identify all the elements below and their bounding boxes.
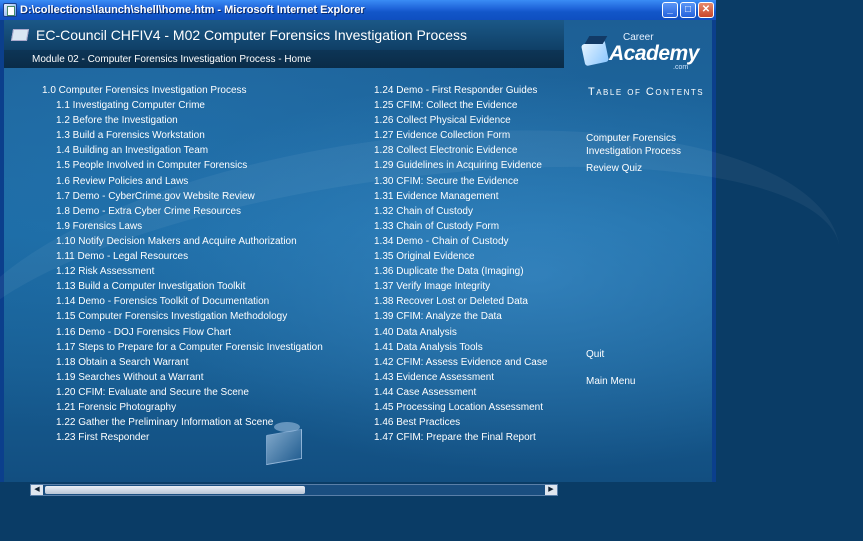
module-title: Module 02 - Computer Forensics Investigation Process - Home [32, 53, 312, 65]
toc-link[interactable]: 1.25 CFIM: Collect the Evidence [374, 100, 518, 112]
toc-link[interactable]: 1.24 Demo - First Responder Guides [374, 85, 538, 96]
page-content [4, 20, 712, 482]
window-controls [662, 2, 714, 18]
toc-link[interactable]: 1.8 Demo - Extra Cyber Crime Resources [56, 205, 242, 217]
career-academy-logo [579, 28, 709, 74]
close-button[interactable]: ✕ [698, 2, 714, 18]
toc-link[interactable]: 1.7 Demo - CyberCrime.gov Website Review [56, 190, 255, 202]
toc-link[interactable]: 1.22 Gather the Preliminary Information at Scene [56, 417, 274, 429]
toc-link[interactable]: 1.47 CFIM: Prepare the Final Report [374, 432, 536, 444]
toc-link[interactable]: 1.20 CFIM: Evaluate and Secure the Scene [56, 386, 249, 398]
course-header [4, 20, 564, 50]
toc-link[interactable]: 1.38 Recover Lost or Deleted Data [374, 296, 528, 308]
toc-link[interactable]: 1.28 Collect Electronic Evidence [374, 145, 518, 157]
toc-link[interactable]: 1.2 Before the Investigation [56, 115, 178, 127]
toc-link[interactable]: 1.42 CFIM: Assess Evidence and Case [374, 356, 548, 368]
logo-text-career: Career [623, 32, 654, 43]
toc-link[interactable]: 1.15 Computer Forensics Investigation Methodology [56, 311, 288, 323]
table-of-contents-heading: Table of Contents [588, 86, 705, 98]
scrollbar-thumb[interactable] [45, 486, 305, 494]
toc-link[interactable]: 1.23 First Responder [56, 432, 150, 444]
toc-link[interactable]: 1.36 Duplicate the Data (Imaging) [374, 266, 524, 278]
toc-link[interactable]: 1.37 Verify Image Integrity [374, 281, 491, 293]
toc-link[interactable]: 1.9 Forensics Laws [56, 220, 143, 232]
toc-link[interactable]: 1.10 Notify Decision Makers and Acquire Authorization [56, 235, 297, 247]
toc-link[interactable]: 1.11 Demo - Legal Resources [56, 251, 189, 263]
course-title: EC-Council CHFIV4 - M02 Computer Forensics Investigation Process [36, 27, 468, 43]
toc-link[interactable]: 1.18 Obtain a Search Warrant [56, 356, 189, 368]
toc-link[interactable]: 1.5 People Involved in Computer Forensics [56, 160, 248, 172]
toc-link[interactable]: 1.43 Evidence Assessment [374, 371, 495, 383]
toc-link[interactable]: 1.13 Build a Computer Investigation Toolkit [56, 281, 246, 293]
toc-list-right [374, 83, 547, 445]
maximize-button[interactable]: □ [680, 2, 696, 18]
toc-link[interactable]: 1.44 Case Assessment [374, 386, 477, 398]
toc-link[interactable]: 1.3 Build a Forensics Workstation [56, 130, 205, 142]
toc-link[interactable]: 1.0 Computer Forensics Investigation Process [42, 85, 247, 96]
logo-text-dotcom: .com [673, 64, 689, 71]
toc-link[interactable]: 1.39 CFIM: Analyze the Data [374, 311, 502, 323]
toc-link[interactable]: 1.14 Demo - Forensics Toolkit of Documentation [56, 296, 270, 308]
horizontal-scrollbar[interactable] [30, 484, 558, 496]
toc-link[interactable]: 1.31 Evidence Management [374, 190, 499, 202]
quit-link[interactable]: Quit [586, 349, 605, 360]
toc-link[interactable]: 1.45 Processing Location Assessment [374, 401, 543, 413]
toc-link[interactable]: 1.1 Investigating Computer Crime [56, 100, 205, 112]
minimize-button[interactable]: _ [662, 2, 678, 18]
toc-link[interactable]: 1.34 Demo - Chain of Custody [374, 235, 509, 247]
toc-link[interactable]: 1.46 Best Practices [374, 417, 461, 429]
toc-link[interactable]: 1.35 Original Evidence [374, 251, 475, 263]
toc-link[interactable]: 1.21 Forensic Photography [56, 401, 177, 413]
scroll-left-arrow-icon[interactable]: ◀ [31, 485, 43, 495]
toc-link[interactable]: 1.30 CFIM: Secure the Evidence [374, 175, 519, 187]
scroll-right-arrow-icon[interactable]: ▶ [545, 485, 557, 495]
toc-list-left [42, 83, 323, 445]
window-title: D:\collections\launch\shell\home.htm - Microsoft Internet Explorer [20, 4, 365, 16]
link-computer-forensics-investigation-process[interactable]: Computer Forensics Investigation Process [586, 133, 682, 157]
toc-link[interactable]: 1.17 Steps to Prepare for a Computer Forensic Investigation [56, 341, 323, 353]
window-titlebar [0, 0, 716, 20]
link-review-quiz[interactable]: Review Quiz [586, 163, 643, 174]
toc-link[interactable]: 1.41 Data Analysis Tools [374, 341, 483, 353]
module-header [4, 50, 564, 68]
toc-link[interactable]: 1.29 Guidelines in Acquiring Evidence [374, 160, 542, 172]
decorative-cube-icon [266, 429, 302, 465]
logo-text-academy: Academy [609, 42, 699, 65]
toc-link[interactable]: 1.26 Collect Physical Evidence [374, 115, 511, 127]
toc-link[interactable]: 1.16 Demo - DOJ Forensics Flow Chart [56, 326, 232, 338]
toc-link[interactable]: 1.32 Chain of Custody [374, 205, 473, 217]
toc-link[interactable]: 1.19 Searches Without a Warrant [56, 371, 204, 383]
toc-link[interactable]: 1.27 Evidence Collection Form [374, 130, 511, 142]
main-menu-link[interactable]: Main Menu [586, 376, 636, 387]
ie-page-icon [3, 3, 17, 17]
toc-link[interactable]: 1.4 Building an Investigation Team [56, 145, 209, 157]
book-icon [11, 29, 29, 41]
toc-link[interactable]: 1.6 Review Policies and Laws [56, 175, 189, 187]
toc-link[interactable]: 1.40 Data Analysis [374, 326, 457, 338]
toc-link[interactable]: 1.33 Chain of Custody Form [374, 220, 500, 232]
toc-link[interactable]: 1.12 Risk Assessment [56, 266, 155, 278]
